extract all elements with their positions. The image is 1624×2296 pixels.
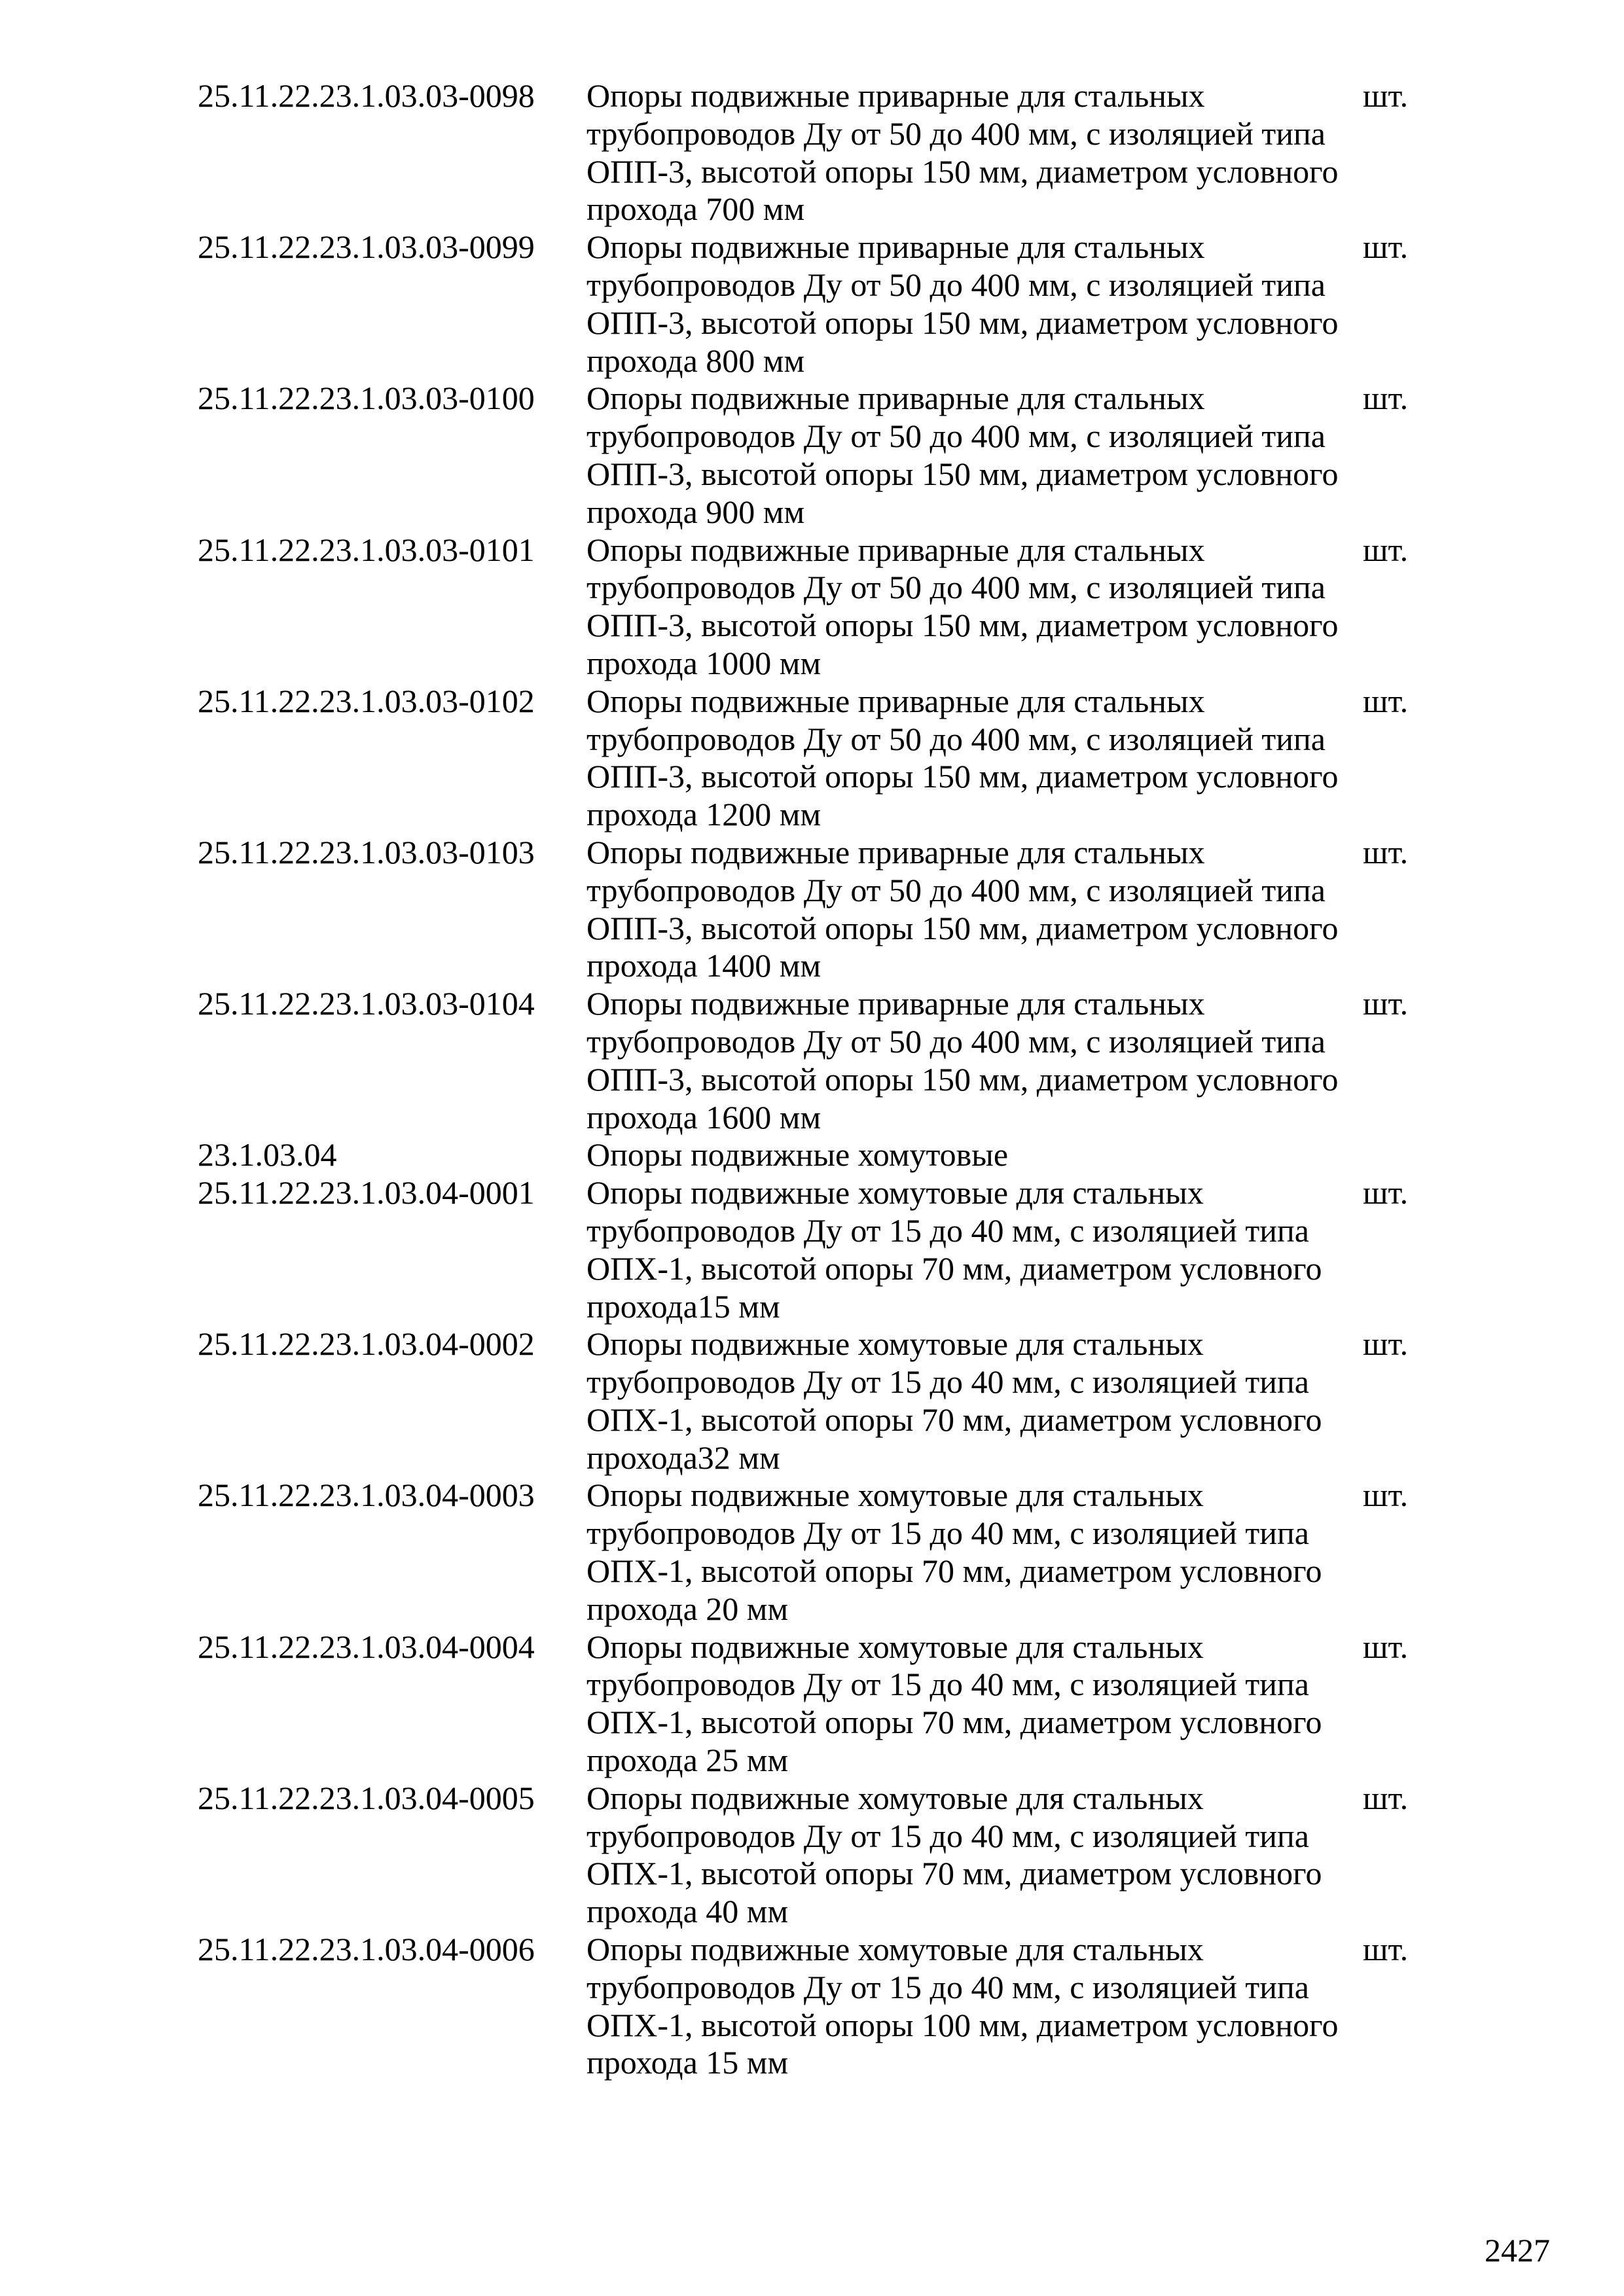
resource-list	[198, 77, 1441, 2082]
description-line: прохода 40 мм	[586, 1893, 789, 1930]
unit-of-measure: шт.	[1363, 1477, 1409, 1514]
description-line: ОПХ-1, высотой опоры 100 мм, диаметром условного	[586, 2006, 1339, 2043]
description-line: Опоры подвижные приварные для стальных	[586, 985, 1205, 1022]
group-heading-row	[198, 1136, 1441, 1174]
resource-description	[586, 1931, 1363, 2082]
description-line: ОПХ-1, высотой опоры 70 мм, диаметром условного	[586, 1704, 1322, 1741]
unit-of-measure: шт.	[1363, 1174, 1409, 1211]
resource-row	[198, 1325, 1441, 1477]
resource-code: 25.11.22.23.1.03.03-0103	[198, 833, 535, 870]
description-line: трубопроводов Ду от 50 до 400 мм, с изоляцией типа	[586, 266, 1326, 303]
resource-code: 25.11.22.23.1.03.04-0002	[198, 1325, 535, 1363]
resource-row	[198, 380, 1441, 531]
description-line: трубопроводов Ду от 50 до 400 мм, с изоляцией типа	[586, 569, 1326, 606]
description-line: Опоры подвижные хомутовые для стальных	[586, 1779, 1204, 1816]
resource-code: 25.11.22.23.1.03.04-0005	[198, 1779, 535, 1816]
resource-description	[586, 77, 1363, 228]
description-line: ОПП-3, высотой опоры 150 мм, диаметром условного	[586, 304, 1339, 341]
description-line: прохода 25 мм	[586, 1742, 789, 1779]
resource-description	[586, 1477, 1363, 1628]
unit-of-measure: шт.	[1363, 833, 1409, 870]
description-line: трубопроводов Ду от 50 до 400 мм, с изоляцией типа	[586, 871, 1326, 908]
description-line: трубопроводов Ду от 15 до 40 мм, с изоляцией типа	[586, 1968, 1309, 2005]
description-line: прохода15 мм	[586, 1287, 780, 1325]
description-line: Опоры подвижные приварные для стальных	[586, 531, 1205, 568]
description-line: ОПХ-1, высотой опоры 70 мм, диаметром условного	[586, 1855, 1322, 1892]
description-line: Опоры подвижные хомутовые для стальных	[586, 1477, 1204, 1514]
resource-row	[198, 531, 1441, 683]
description-line: прохода 700 мм	[586, 190, 805, 228]
description-line: Опоры подвижные приварные для стальных	[586, 682, 1205, 719]
description-line: ОПП-3, высотой опоры 150 мм, диаметром условного	[586, 1060, 1339, 1098]
unit-of-measure: шт.	[1363, 77, 1409, 114]
resource-row	[198, 683, 1441, 834]
resource-code: 25.11.22.23.1.03.04-0003	[198, 1477, 535, 1514]
description-line: прохода 1400 мм	[586, 947, 821, 984]
description-line: Опоры подвижные приварные для стальных	[586, 228, 1205, 266]
description-line: прохода 1600 мм	[586, 1098, 821, 1136]
description-line: прохода 15 мм	[586, 2044, 789, 2081]
description-line: прохода 1200 мм	[586, 796, 821, 833]
unit-of-measure: шт.	[1363, 985, 1409, 1022]
unit-of-measure: шт.	[1363, 531, 1409, 568]
resource-code: 25.11.22.23.1.03.04-0001	[198, 1174, 535, 1211]
resource-row	[198, 834, 1441, 985]
description-line: ОПХ-1, высотой опоры 70 мм, диаметром условного	[586, 1552, 1322, 1590]
unit-of-measure: шт.	[1363, 228, 1409, 266]
description-line: ОПП-3, высотой опоры 150 мм, диаметром условного	[586, 455, 1339, 492]
description-line: ОПП-3, высотой опоры 150 мм, диаметром условного	[586, 758, 1339, 795]
resource-description	[586, 1136, 1363, 1174]
description-line: ОПП-3, высотой опоры 150 мм, диаметром условного	[586, 607, 1339, 644]
description-line: Опоры подвижные приварные для стальных	[586, 380, 1205, 417]
resource-description	[586, 834, 1363, 985]
description-line: прохода 800 мм	[586, 342, 805, 379]
description-line: трубопроводов Ду от 50 до 400 мм, с изоляцией типа	[586, 720, 1326, 757]
resource-code: 25.11.22.23.1.03.03-0100	[198, 380, 535, 417]
resource-description	[586, 985, 1363, 1136]
resource-description	[586, 228, 1363, 380]
description-line: трубопроводов Ду от 15 до 40 мм, с изоляцией типа	[586, 1211, 1309, 1249]
unit-of-measure: шт.	[1363, 1779, 1409, 1816]
description-line: Опоры подвижные приварные для стальных	[586, 77, 1205, 114]
resource-description	[586, 531, 1363, 683]
resource-row	[198, 1477, 1441, 1628]
description-line: трубопроводов Ду от 50 до 400 мм, с изоляцией типа	[586, 1022, 1326, 1060]
unit-of-measure: шт.	[1363, 1628, 1409, 1665]
resource-code: 23.1.03.04	[198, 1136, 337, 1174]
resource-code: 25.11.22.23.1.03.04-0006	[198, 1931, 535, 1968]
description-line: трубопроводов Ду от 15 до 40 мм, с изоляцией типа	[586, 1363, 1309, 1401]
unit-of-measure: шт.	[1363, 682, 1409, 719]
description-line: прохода32 мм	[586, 1439, 780, 1476]
description-line: ОПХ-1, высотой опоры 70 мм, диаметром условного	[586, 1401, 1322, 1438]
description-line: Опоры подвижные хомутовые	[586, 1136, 1009, 1174]
description-line: ОПП-3, высотой опоры 150 мм, диаметром условного	[586, 152, 1339, 190]
resource-code: 25.11.22.23.1.03.03-0101	[198, 531, 535, 568]
description-line: прохода 20 мм	[586, 1590, 789, 1627]
unit-of-measure: шт.	[1363, 1931, 1409, 1968]
resource-code: 25.11.22.23.1.03.03-0099	[198, 228, 535, 266]
resource-code: 25.11.22.23.1.03.04-0004	[198, 1628, 535, 1665]
description-line: ОПП-3, высотой опоры 150 мм, диаметром условного	[586, 909, 1339, 946]
description-line: Опоры подвижные хомутовые для стальных	[586, 1174, 1204, 1211]
resource-description	[586, 1780, 1363, 1931]
description-line: Опоры подвижные приварные для стальных	[586, 833, 1205, 870]
description-line: Опоры подвижные хомутовые для стальных	[586, 1325, 1204, 1363]
resource-code: 25.11.22.23.1.03.03-0102	[198, 682, 535, 719]
resource-row	[198, 1174, 1441, 1325]
description-line: трубопроводов Ду от 50 до 400 мм, с изоляцией типа	[586, 418, 1326, 455]
resource-description	[586, 380, 1363, 531]
resource-row	[198, 77, 1441, 228]
description-line: трубопроводов Ду от 50 до 400 мм, с изоляцией типа	[586, 115, 1326, 152]
description-line: трубопроводов Ду от 15 до 40 мм, с изоляцией типа	[586, 1817, 1309, 1854]
resource-row	[198, 228, 1441, 380]
description-line: трубопроводов Ду от 15 до 40 мм, с изоляцией типа	[586, 1666, 1309, 1703]
resource-row	[198, 1628, 1441, 1780]
resource-row	[198, 1931, 1441, 2082]
description-line: трубопроводов Ду от 15 до 40 мм, с изоляцией типа	[586, 1515, 1309, 1552]
resource-row	[198, 1780, 1441, 1931]
resource-description	[586, 683, 1363, 834]
description-line: прохода 900 мм	[586, 493, 805, 530]
resource-description	[586, 1325, 1363, 1477]
description-line: ОПХ-1, высотой опоры 70 мм, диаметром условного	[586, 1249, 1322, 1287]
description-line: Опоры подвижные хомутовые для стальных	[586, 1931, 1204, 1968]
resource-description	[586, 1628, 1363, 1780]
description-line: Опоры подвижные хомутовые для стальных	[586, 1628, 1204, 1665]
unit-of-measure: шт.	[1363, 380, 1409, 417]
resource-code: 25.11.22.23.1.03.03-0098	[198, 77, 535, 114]
description-line: прохода 1000 мм	[586, 644, 821, 681]
unit-of-measure: шт.	[1363, 1325, 1409, 1363]
page-number: 2427	[1485, 2232, 1550, 2269]
resource-code: 25.11.22.23.1.03.03-0104	[198, 985, 535, 1022]
resource-description	[586, 1174, 1363, 1325]
resource-row	[198, 985, 1441, 1136]
